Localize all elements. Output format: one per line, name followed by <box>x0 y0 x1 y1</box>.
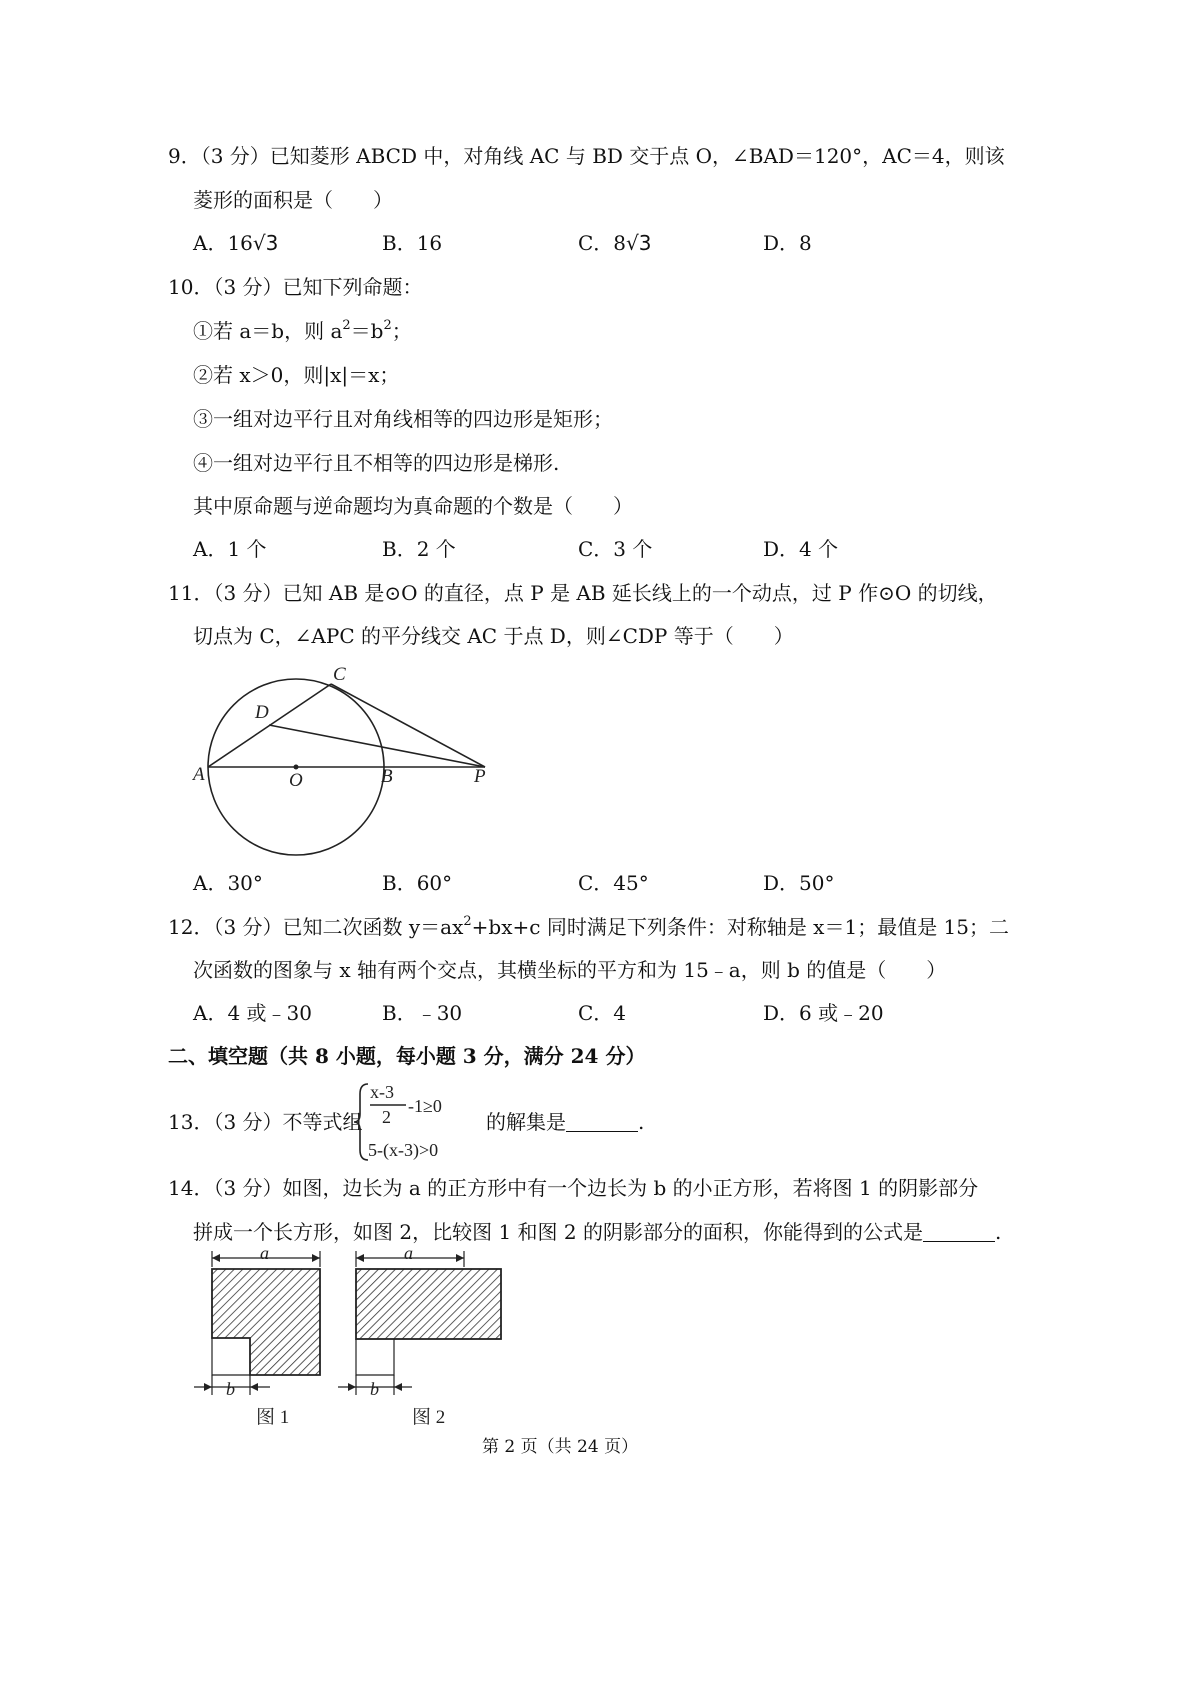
q14-line2-text: 拼成一个长方形，如图 2，比较图 1 和图 2 的阴影部分的面积，你能得到的公式是 <box>193 1220 923 1244</box>
figure-1 <box>194 1243 320 1428</box>
q12-stem-line1 <box>168 913 1009 941</box>
q13-suffix <box>486 1108 644 1136</box>
q14-stem-line2 <box>193 1218 1001 1246</box>
q10-option-d: D．4 个 <box>763 537 839 561</box>
q9-option-d: D．8 <box>763 231 812 255</box>
q9-stem-line1: 9．（3 分）已知菱形 ABCD 中，对角线 AC 与 BD 交于点 O，∠BAD＝120°，AC＝4，则该 <box>168 144 1005 168</box>
q10-statement-2: ②若 x＞0，则|x|＝x； <box>193 363 400 387</box>
frac-numerator: x-3 <box>370 1082 394 1102</box>
fig2-b-label: b <box>370 1379 379 1399</box>
q10-question: 其中原命题与逆命题均为真命题的个数是（ ） <box>193 494 633 518</box>
tangent-cp <box>331 684 485 767</box>
q11-stem-line2: 切点为 C，∠APC 的平分线交 AC 于点 D，则∠CDP 等于（ ） <box>193 624 794 648</box>
q9-option-c <box>578 229 652 257</box>
label-c: C <box>333 664 346 685</box>
label-o: O <box>289 770 303 791</box>
frac-denominator: 2 <box>382 1107 391 1127</box>
fig2-shaded-rectangle <box>356 1269 501 1339</box>
fig1-shaded-region <box>212 1269 320 1375</box>
fig1-b-label: b <box>226 1379 235 1399</box>
fig2-caption: 图 2 <box>412 1407 446 1428</box>
q12-stem-line2: 次函数的图象与 x 轴有两个交点，其横坐标的平方和为 15﹣a，则 b 的值是（ ） <box>193 958 947 982</box>
q11-stem-line1: 11．（3 分）已知 AB 是⊙O 的直径，点 P 是 AB 延长线上的一个动点，过 P 作⊙O 的切线， <box>168 581 998 605</box>
q11-option-c: C．45° <box>578 871 649 895</box>
section-2-heading: 二、填空题（共 8 小题，每小题 3 分，满分 24 分） <box>168 1044 646 1068</box>
q11-option-a: A．30° <box>193 871 263 895</box>
q9-option-a <box>193 229 278 257</box>
q9-option-b: B．16 <box>382 231 443 255</box>
q12-exponent: 2 <box>463 914 472 929</box>
q14-answer-blank[interactable] <box>923 1223 995 1242</box>
center-point <box>294 765 299 770</box>
q10-statement-1 <box>193 317 412 345</box>
q14-stem-line1: 14．（3 分）如图，边长为 a 的正方形中有一个边长为 b 的小正方形，若将图 1 的阴影部分 <box>168 1176 979 1200</box>
q13-end: . <box>638 1110 645 1134</box>
q10-stem: 10．（3 分）已知下列命题： <box>168 275 423 299</box>
ineq2: 5-(x-3)>0 <box>368 1140 439 1160</box>
ineq1-rest: -1≥0 <box>408 1096 442 1116</box>
q10-option-a: A．1 个 <box>193 537 267 561</box>
fig2-a-label: a <box>404 1243 413 1263</box>
label-b: B <box>381 766 393 787</box>
q12-line1-part-a: 12．（3 分）已知二次函数 y＝ax <box>168 915 464 939</box>
q9-stem-line2: 菱形的面积是（ ） <box>193 188 393 212</box>
fig1-a-label: a <box>260 1243 269 1263</box>
q9-option-a-label: A．16 <box>193 231 253 255</box>
q13-answer-blank[interactable] <box>566 1113 638 1132</box>
q9-option-a-root: √3 <box>252 231 279 255</box>
q14-end: . <box>994 1220 1002 1244</box>
q9-option-c-label: C．8 <box>578 231 627 255</box>
q9-option-c-root: √3 <box>626 231 652 255</box>
q12-option-c: C．4 <box>578 1001 627 1025</box>
label-p: P <box>474 766 486 787</box>
q12-line1-part-b: +bx+c 同时满足下列条件：对称轴是 x＝1；最值是 15；二 <box>471 915 1009 939</box>
q12-option-a: A．4 或﹣30 <box>193 1001 312 1025</box>
page-footer: 第 2 页（共 24 页） <box>482 1437 639 1457</box>
q10-s1-part-b: ＝b <box>350 319 384 343</box>
label-a: A <box>193 764 205 785</box>
q12-option-b: B．﹣30 <box>382 1001 463 1025</box>
q13-inequality-system <box>354 1078 494 1166</box>
fig1-caption: 图 1 <box>256 1407 290 1428</box>
q11-option-d: D．50° <box>763 871 835 895</box>
q11-circle-figure <box>185 660 505 870</box>
q10-s1-part-c: ； <box>391 319 412 343</box>
q10-statement-4: ④一组对边平行且不相等的四边形是梯形. <box>193 451 560 475</box>
q10-s1-exponent-2: 2 <box>383 318 392 333</box>
figure-2 <box>338 1243 501 1428</box>
q10-s1-exponent-1: 2 <box>342 318 351 333</box>
q14-figures <box>190 1245 520 1430</box>
left-brace <box>354 1084 368 1160</box>
q10-statement-3: ③一组对边平行且对角线相等的四边形是矩形； <box>193 407 613 431</box>
label-d: D <box>255 702 269 723</box>
q10-option-c: C．3 个 <box>578 537 653 561</box>
q10-s1-part-a: ①若 a＝b，则 a <box>193 319 343 343</box>
q12-option-d: D．6 或﹣20 <box>763 1001 884 1025</box>
q13-prefix: 13．（3 分）不等式组 <box>168 1110 363 1134</box>
q13-suffix-text: 的解集是 <box>486 1110 566 1134</box>
q10-option-b: B．2 个 <box>382 537 456 561</box>
q11-option-b: B．60° <box>382 871 453 895</box>
